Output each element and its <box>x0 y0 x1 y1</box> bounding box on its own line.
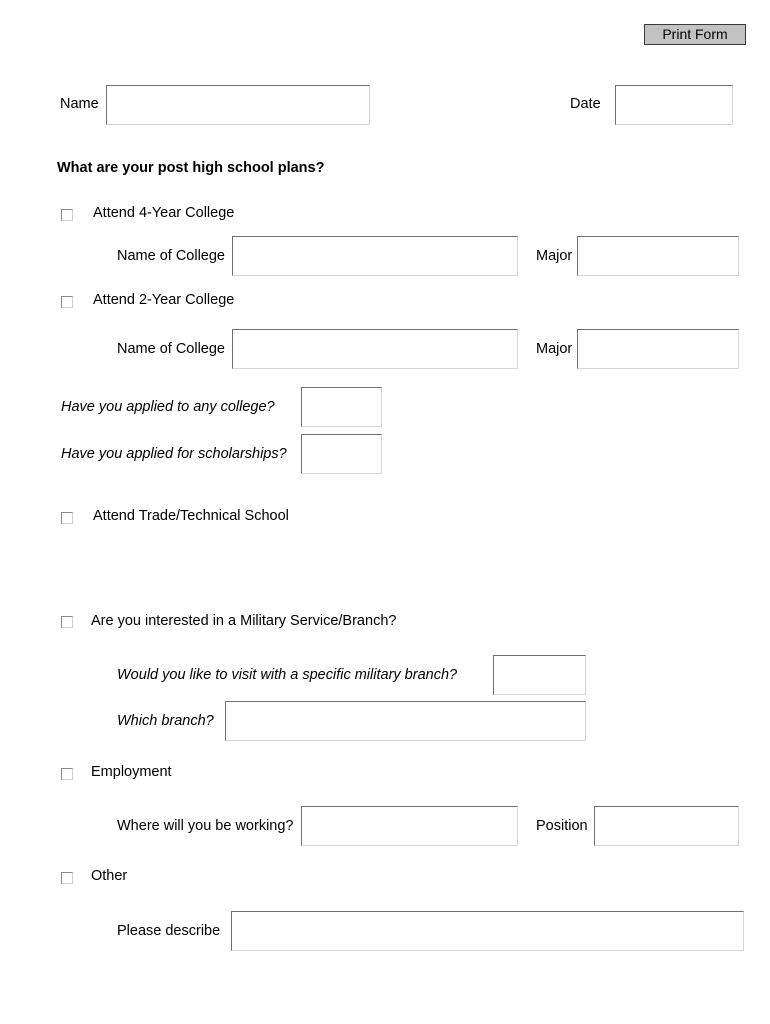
name-label: Name <box>60 96 99 112</box>
employment-position-field[interactable] <box>594 806 739 846</box>
other-describe-field[interactable] <box>231 911 744 951</box>
four-year-college-label: Attend 4-Year College <box>93 205 235 221</box>
military-branch-question: Which branch? <box>117 713 214 729</box>
employment-where-field[interactable] <box>301 806 518 846</box>
military-label: Are you interested in a Military Service/Branch? <box>91 613 397 629</box>
two-year-college-label: Attend 2-Year College <box>93 292 235 308</box>
post-high-school-question: What are your post high school plans? <box>57 160 325 176</box>
employment-label: Employment <box>91 764 172 780</box>
applied-college-field[interactable] <box>301 387 382 427</box>
two-year-college-checkbox[interactable] <box>61 296 73 308</box>
name-field[interactable] <box>106 85 370 125</box>
applied-college-question: Have you applied to any college? <box>61 399 275 415</box>
trade-school-checkbox[interactable] <box>61 512 73 524</box>
military-visit-field[interactable] <box>493 655 586 695</box>
four-year-college-checkbox[interactable] <box>61 209 73 221</box>
two-year-major-label: Major <box>536 341 573 357</box>
four-year-major-label: Major <box>536 248 573 264</box>
other-describe-label: Please describe <box>117 923 221 939</box>
other-checkbox[interactable] <box>61 872 73 884</box>
two-year-major-field[interactable] <box>577 329 739 369</box>
other-label: Other <box>91 868 128 884</box>
employment-position-label: Position <box>536 818 588 834</box>
four-year-major-field[interactable] <box>577 236 739 276</box>
applied-scholarships-field[interactable] <box>301 434 382 474</box>
date-label: Date <box>570 96 601 112</box>
military-visit-question: Would you like to visit with a specific military branch? <box>117 667 458 683</box>
applied-scholarships-question: Have you applied for scholarships? <box>61 446 287 462</box>
employment-where-label: Where will you be working? <box>117 818 294 834</box>
military-branch-field[interactable] <box>225 701 586 741</box>
military-checkbox[interactable] <box>61 616 73 628</box>
trade-school-label: Attend Trade/Technical School <box>93 508 289 524</box>
four-year-college-name-field[interactable] <box>232 236 518 276</box>
employment-checkbox[interactable] <box>61 768 73 780</box>
two-year-college-name-label: Name of College <box>117 341 225 357</box>
date-field[interactable] <box>615 85 733 125</box>
two-year-college-name-field[interactable] <box>232 329 518 369</box>
four-year-college-name-label: Name of College <box>117 248 225 264</box>
print-form-button[interactable]: Print Form <box>644 24 746 45</box>
